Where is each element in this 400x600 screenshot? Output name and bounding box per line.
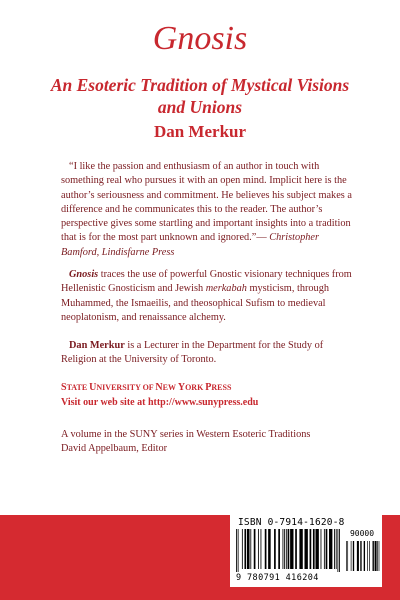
barcode-bar xyxy=(286,529,287,569)
barcode-bar xyxy=(364,541,365,571)
barcode-bar xyxy=(258,529,259,569)
book-subtitle: An Esoteric Tradition of Mystical Visions and Unions xyxy=(50,75,350,117)
barcode-bar xyxy=(290,529,293,569)
barcode-bar xyxy=(321,529,322,569)
barcode-bar xyxy=(268,529,271,569)
author-name: Dan Merkur xyxy=(153,122,247,141)
barcode-bar xyxy=(299,529,302,569)
ean-bars xyxy=(236,529,340,572)
barcode-bar xyxy=(254,529,256,569)
description-part2: mysticism, through Muhammed, the Ismaeilis, and theosophical Sufism to medieval neoplatonism, and renaissance alchemy. xyxy=(61,283,329,323)
barcode-bar xyxy=(278,529,280,569)
series-info xyxy=(61,428,356,455)
barcode-bar xyxy=(326,529,328,569)
barcode-bar xyxy=(247,529,250,569)
barcode-bar xyxy=(295,529,297,569)
barcode-bar xyxy=(375,541,377,571)
ean-digits: 9 780791 416204 xyxy=(236,573,319,583)
barcode-bar xyxy=(242,529,243,569)
book-description xyxy=(61,268,356,325)
barcode-bar xyxy=(310,529,312,569)
barcode-bar xyxy=(360,541,361,571)
barcode-bar xyxy=(250,529,251,569)
addon-bars xyxy=(346,541,379,571)
barcode-bar xyxy=(346,541,347,571)
addon-digits: 90000 xyxy=(349,529,375,538)
barcode-bar xyxy=(367,541,368,571)
barcode-bar xyxy=(283,529,284,569)
barcode-bar xyxy=(236,529,237,572)
barcode-bar xyxy=(265,529,267,569)
barcode-bar xyxy=(329,529,332,569)
barcode-bar xyxy=(353,541,354,571)
book-title: Gnosis xyxy=(152,20,248,57)
barcode-bar xyxy=(324,529,325,569)
series-editor: David Appelbaum, Editor xyxy=(61,442,168,454)
barcode-bar xyxy=(336,529,337,569)
description-term: merkabah xyxy=(205,283,247,295)
barcode-bar xyxy=(315,529,318,569)
endorsement-quote xyxy=(61,160,356,260)
barcode-bar xyxy=(351,541,352,571)
barcode-bar xyxy=(244,529,246,569)
barcode-bar xyxy=(369,541,370,571)
quote-text: “I like the passion and enthusiasm of an author in touch with something real who pursues it with an open mind. Implicit here is the author’s seriousness and commitment. He believes his subject makes a difference and he communicates this to the reader. The author’s perspective gives some startling and important insights into a tradition that is for the most part unknown and ignored.”— xyxy=(61,161,352,244)
publisher-block xyxy=(61,381,356,410)
barcode-bar xyxy=(337,529,338,572)
barcode-bar xyxy=(357,541,359,571)
bio-name: Dan Merkur xyxy=(69,340,125,351)
publisher-website: Visit our web site at http://www.sunypress.edu xyxy=(61,396,259,408)
barcode-bar xyxy=(313,529,315,569)
barcode-bar xyxy=(377,541,378,571)
barcode-bar xyxy=(284,529,285,569)
bio-text: is a Lecturer in the Department for the Study of Religion at the University of Toronto. xyxy=(61,340,324,366)
barcode-bar xyxy=(238,529,239,572)
barcode-bar xyxy=(288,529,290,569)
barcode-bar xyxy=(334,529,335,569)
barcode-bar xyxy=(373,541,374,571)
barcode-bar xyxy=(339,529,340,572)
barcode-bar xyxy=(304,529,307,569)
publisher-name: STATE UNIVERSITY OF NEW YORK PRESS xyxy=(61,382,232,393)
barcode-bar xyxy=(379,541,380,571)
barcode-bar xyxy=(274,529,276,569)
description-part1: traces the use of powerful Gnostic visionary techniques from Hellenistic Gnosticism and Jewish xyxy=(61,269,352,295)
isbn-label: ISBN 0-7914-1620-8 xyxy=(238,517,345,528)
series-line: A volume in the SUNY series in Western Esoteric Traditions xyxy=(61,429,311,440)
quote-attribution: Christopher Bamford, Lindisfarne Press xyxy=(61,232,319,258)
author-bio xyxy=(61,339,356,368)
barcode-bar xyxy=(347,541,348,571)
barcode-bar xyxy=(261,529,262,569)
description-lead: Gnosis xyxy=(69,269,99,280)
